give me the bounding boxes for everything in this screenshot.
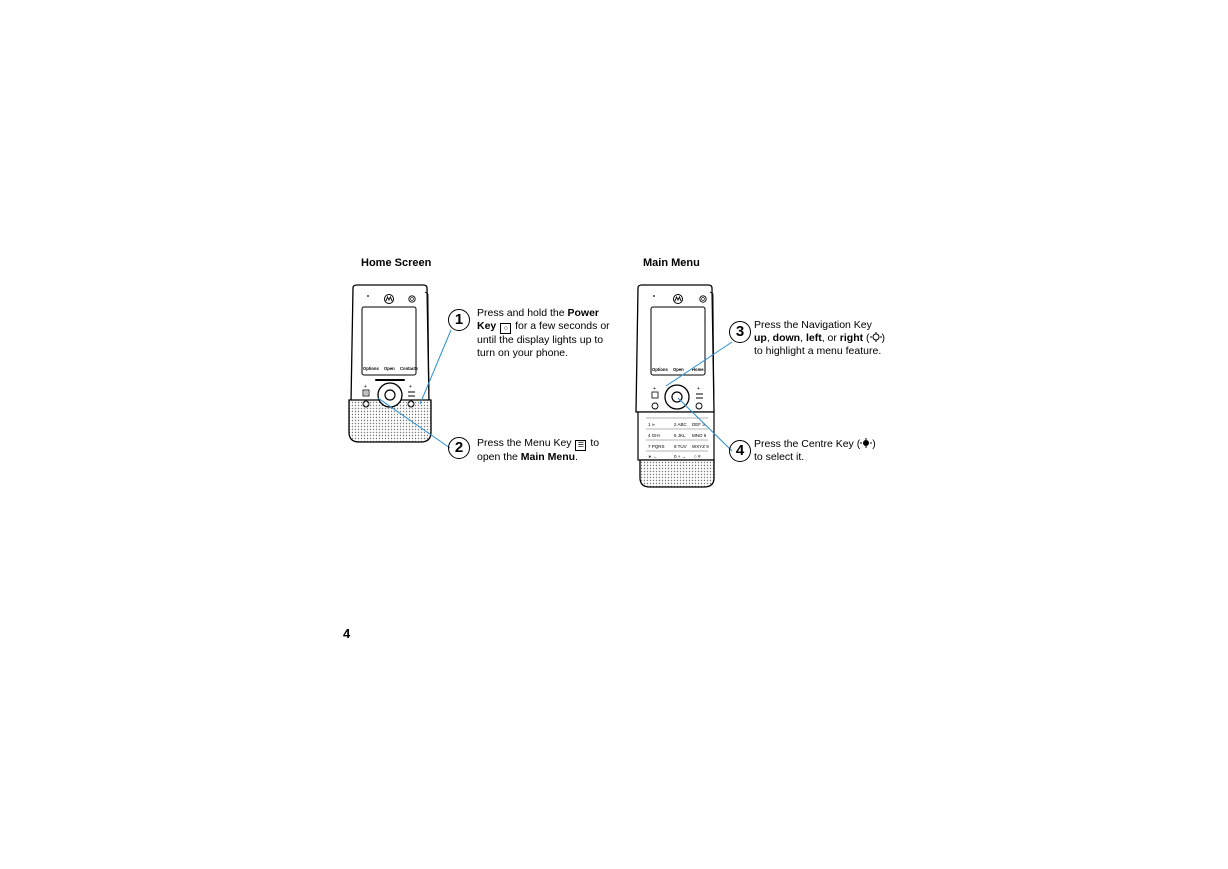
step-2-text [477,437,612,464]
step-1-line4: turn on your phone. [477,347,569,360]
step-1-power-bold: Power [567,307,599,319]
key-hash: ○ # [694,454,701,459]
key-0: 0 + → [674,454,687,459]
step-3-paren-open: ( [863,332,870,345]
step-2-number: 2 [448,437,470,459]
key-6: MNO 6 [692,433,707,438]
step-3-right: right [839,332,864,345]
step-3-line3: to highlight a menu feature. [754,345,882,358]
step-1-line1: Press and hold the [477,307,568,319]
power-key-icon: ○ [500,323,511,334]
key-star: ∗ ← [648,454,658,459]
step-2-line2: open the [477,451,521,463]
key-4: 4 GHI [648,433,660,438]
home-screen-heading: Home Screen [361,257,432,269]
step-3-sep2: , [800,332,806,345]
step-1-line3: until the display lights up to [477,334,604,347]
callout-line-3 [666,342,732,386]
step-3-sep1: , [766,332,773,345]
callout-line-2 [378,398,450,448]
callout-line-1 [420,330,451,404]
step-3-line1: Press the Navigation Key [754,319,872,331]
step-1-key-bold: Key [477,320,497,333]
step-3-down: down [772,332,801,345]
main-menu-heading: Main Menu [643,257,700,269]
softkey-center-label: Open [384,366,395,371]
step-2-line1: Press the Menu Key [477,437,572,449]
page-number: 4 [343,626,351,641]
svg-text:+: + [409,384,412,390]
softkey-right-label: Contacts [400,366,418,371]
step-1-line2: for a few seconds or [512,320,610,333]
step-4-line2: to select it. [754,451,805,464]
key-3: DEF 3 [692,422,705,427]
key-5: 5 JKL [674,433,686,438]
menu-key-icon: ☰ [575,440,586,451]
key-8: 8 TUV [674,444,687,449]
step-2-period: . [575,451,578,463]
step-1-text [477,307,612,361]
step-2-line1-end: to [587,437,600,449]
nav-key-icon [870,332,882,342]
step-3-number: 3 [729,321,751,343]
step-3-up: up [754,332,767,345]
softkey-left-label: Options [652,367,668,372]
step-3-paren-close: ) [881,332,886,345]
step-3-text [754,319,894,359]
softkey-left-label: Options [363,366,379,371]
step-4-text [754,438,889,464]
key-9: WXYZ 9 [692,444,709,449]
key-2: 2 ABC [674,422,687,427]
step-3-left: left [805,332,822,345]
step-2-main-menu-bold: Main Menu [520,451,576,463]
svg-text:+: + [653,386,656,392]
svg-text:+: + [364,384,367,390]
step-4-paren-close: ) [872,438,876,450]
key-7: 7 PQRS [648,444,665,449]
step-3-sep3: , or [821,332,840,345]
step-1-number: 1 [448,309,470,331]
step-4-line1: Press the Centre Key ( [754,438,861,450]
callout-line-4 [678,398,732,451]
step-4-number: 4 [729,440,751,462]
softkey-right-label: Home [692,367,704,372]
key-1: 1 ∞ [648,422,655,427]
softkey-center-label: Open [673,367,684,372]
centre-key-icon [860,438,872,448]
svg-text:+: + [697,386,700,392]
